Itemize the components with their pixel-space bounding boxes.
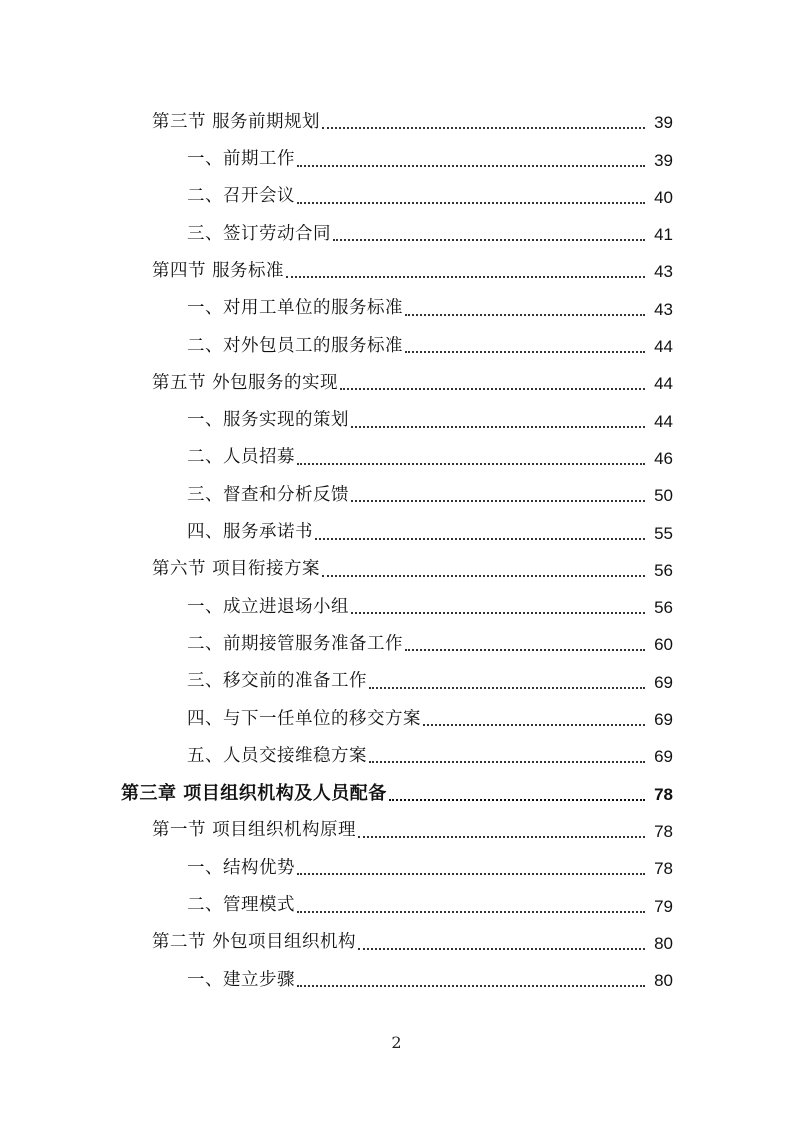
dot-leader xyxy=(369,761,645,763)
dot-leader xyxy=(358,948,645,950)
toc-section-entry[interactable] xyxy=(0,921,793,958)
table-of-contents xyxy=(0,100,793,995)
toc-entry-title: 二、管理模式 xyxy=(187,895,295,916)
toc-entry-title: 第二节 外包项目组织机构 xyxy=(152,932,357,953)
toc-subsection-entry[interactable] xyxy=(0,846,793,883)
toc-subsection-entry[interactable] xyxy=(0,883,793,920)
dot-leader xyxy=(297,985,645,987)
toc-entry-title: 三、签订劳动合同 xyxy=(187,223,331,244)
dot-leader xyxy=(358,836,645,838)
dot-leader xyxy=(297,202,645,204)
dot-leader xyxy=(405,649,645,651)
toc-entry-title: 第四节 服务标准 xyxy=(152,260,285,281)
toc-subsection-entry[interactable] xyxy=(0,212,793,249)
toc-entry-page: 69 xyxy=(654,672,673,692)
toc-entry-page: 46 xyxy=(654,448,673,468)
toc-entry-page: 60 xyxy=(654,635,673,655)
toc-entry-title: 一、建立步骤 xyxy=(187,969,295,990)
dot-leader xyxy=(297,165,645,167)
toc-subsection-entry[interactable] xyxy=(0,659,793,696)
toc-entry-title: 第三节 服务前期规划 xyxy=(152,111,321,132)
toc-subsection-entry[interactable] xyxy=(0,398,793,435)
toc-entry-title: 三、移交前的准备工作 xyxy=(187,671,367,692)
toc-subsection-entry[interactable] xyxy=(0,734,793,771)
toc-entry-page: 69 xyxy=(654,747,673,767)
toc-subsection-entry[interactable] xyxy=(0,622,793,659)
toc-subsection-entry[interactable] xyxy=(0,585,793,622)
toc-subsection-entry[interactable] xyxy=(0,510,793,547)
toc-entry-page: 56 xyxy=(654,560,673,580)
toc-entry-page: 78 xyxy=(654,859,673,879)
toc-entry-page: 80 xyxy=(654,971,673,991)
toc-entry-page: 39 xyxy=(654,113,673,133)
dot-leader xyxy=(369,687,645,689)
toc-entry-page: 43 xyxy=(654,262,673,282)
toc-entry-page: 39 xyxy=(654,150,673,170)
toc-entry-title: 四、与下一任单位的移交方案 xyxy=(187,708,421,729)
dot-leader xyxy=(297,911,645,913)
dot-leader xyxy=(322,575,645,577)
dot-leader xyxy=(297,463,645,465)
toc-entry-page: 79 xyxy=(654,896,673,916)
toc-entry-page: 50 xyxy=(654,486,673,506)
toc-entry-title: 第六节 项目衔接方案 xyxy=(152,559,321,580)
toc-subsection-entry[interactable] xyxy=(0,286,793,323)
toc-entry-title: 第五节 外包服务的实现 xyxy=(152,372,339,393)
toc-section-entry[interactable] xyxy=(0,361,793,398)
toc-entry-title: 二、前期接管服务准备工作 xyxy=(187,633,403,654)
dot-leader xyxy=(405,351,645,353)
toc-entry-page: 69 xyxy=(654,710,673,730)
toc-entry-page: 56 xyxy=(654,598,673,618)
dot-leader xyxy=(423,724,645,726)
dot-leader xyxy=(351,500,645,502)
toc-chapter-entry[interactable] xyxy=(0,771,793,808)
page-number: 2 xyxy=(391,1033,402,1052)
toc-subsection-entry[interactable] xyxy=(0,473,793,510)
toc-entry-title: 第一节 项目组织机构原理 xyxy=(152,820,357,841)
toc-entry-title: 三、督查和分析反馈 xyxy=(187,484,349,505)
toc-entry-title: 二、对外包员工的服务标准 xyxy=(187,335,403,356)
dot-leader xyxy=(315,538,645,540)
toc-subsection-entry[interactable] xyxy=(0,324,793,361)
dot-leader xyxy=(340,388,645,390)
toc-entry-title: 一、结构优势 xyxy=(187,857,295,878)
toc-subsection-entry[interactable] xyxy=(0,137,793,174)
toc-entry-page: 78 xyxy=(654,784,673,804)
toc-subsection-entry[interactable] xyxy=(0,958,793,995)
toc-entry-title: 二、召开会议 xyxy=(187,186,295,207)
dot-leader xyxy=(351,426,645,428)
dot-leader xyxy=(322,127,645,129)
toc-section-entry[interactable] xyxy=(0,548,793,585)
dot-leader xyxy=(405,314,645,316)
dot-leader xyxy=(297,873,645,875)
toc-entry-page: 44 xyxy=(654,411,673,431)
toc-subsection-entry[interactable] xyxy=(0,697,793,734)
dot-leader xyxy=(286,276,645,278)
dot-leader xyxy=(351,612,645,614)
toc-entry-title: 一、对用工单位的服务标准 xyxy=(187,298,403,319)
toc-entry-title: 一、前期工作 xyxy=(187,149,295,170)
toc-entry-page: 43 xyxy=(654,299,673,319)
toc-entry-page: 55 xyxy=(654,523,673,543)
toc-entry-page: 44 xyxy=(654,374,673,394)
toc-entry-title: 五、人员交接维稳方案 xyxy=(187,745,367,766)
toc-section-entry[interactable] xyxy=(0,809,793,846)
toc-section-entry[interactable] xyxy=(0,100,793,137)
toc-entry-title: 一、服务实现的策划 xyxy=(187,410,349,431)
toc-section-entry[interactable] xyxy=(0,249,793,286)
toc-subsection-entry[interactable] xyxy=(0,436,793,473)
toc-entry-title: 一、成立进退场小组 xyxy=(187,596,349,617)
toc-entry-page: 78 xyxy=(654,821,673,841)
toc-entry-page: 40 xyxy=(654,187,673,207)
toc-entry-page: 80 xyxy=(654,933,673,953)
toc-subsection-entry[interactable] xyxy=(0,175,793,212)
toc-entry-title: 第三章 项目组织机构及人员配备 xyxy=(121,782,387,804)
toc-entry-page: 41 xyxy=(654,225,673,245)
dot-leader xyxy=(333,239,645,241)
toc-entry-page: 44 xyxy=(654,337,673,357)
toc-entry-title: 二、人员招募 xyxy=(187,447,295,468)
toc-entry-title: 四、服务承诺书 xyxy=(187,522,313,543)
dot-leader xyxy=(389,799,645,801)
